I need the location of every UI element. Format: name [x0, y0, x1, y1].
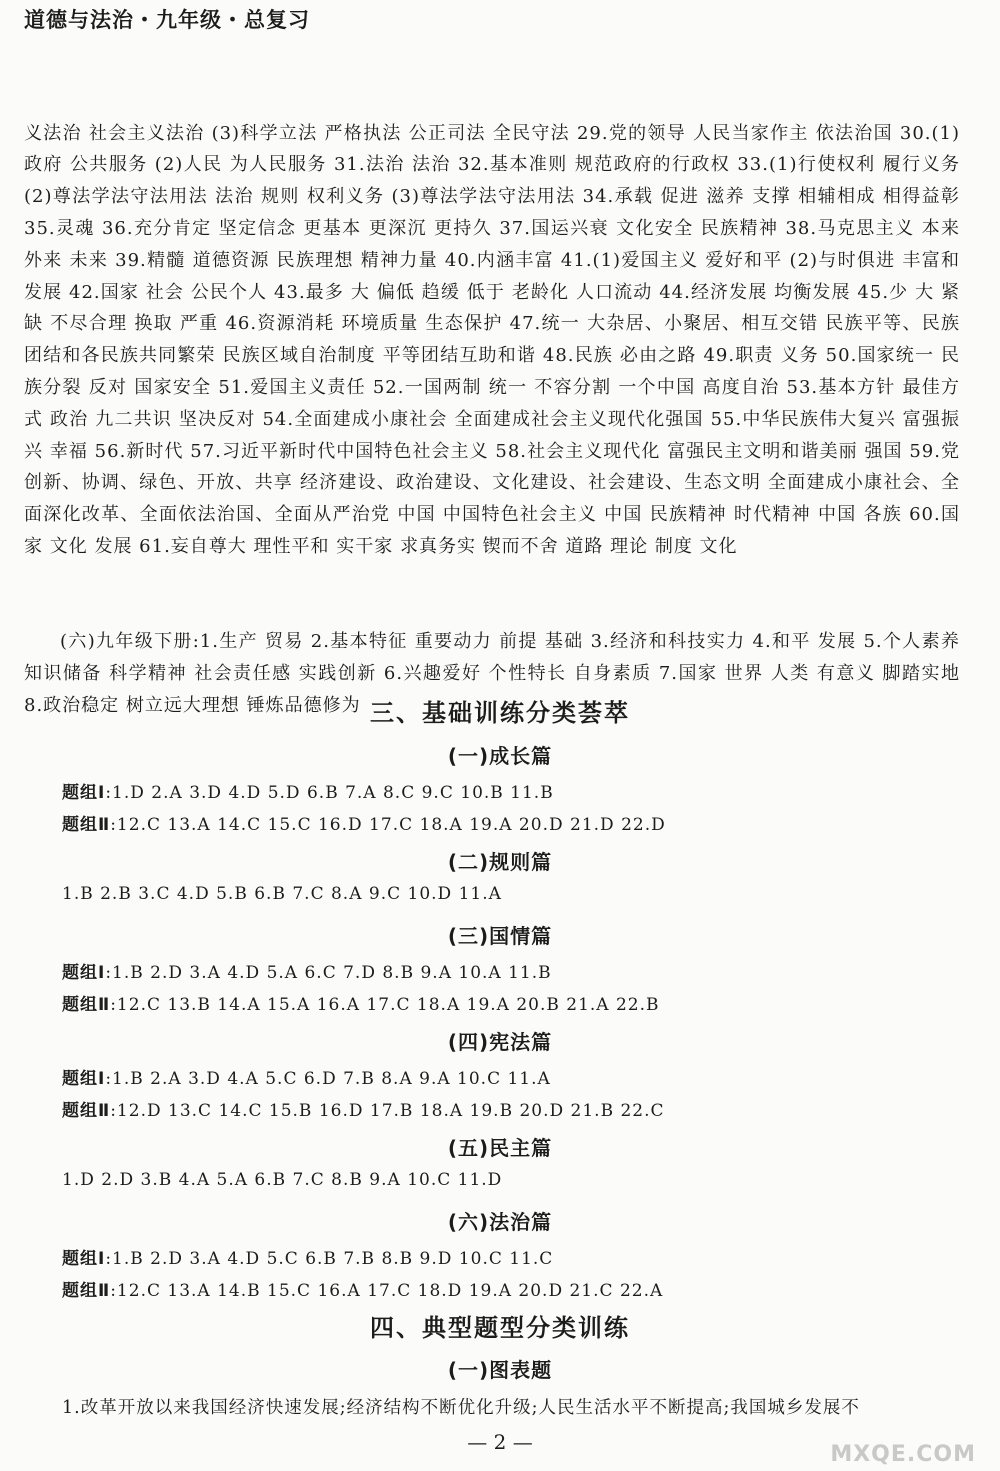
subsection-title-constitution: (四)宪法篇 — [447, 1030, 553, 1054]
group-label: 题组Ⅱ — [62, 1281, 111, 1301]
subsection-title-national: (三)国情篇 — [447, 924, 553, 948]
subsection-title-rule-of-law: (六)法治篇 — [447, 1210, 553, 1234]
subsection-title-rules: (二)规则篇 — [447, 850, 553, 874]
group-label: 题组Ⅰ — [62, 963, 106, 983]
answer-list: :12.C 13.A 14.B 15.C 16.A 17.C 18.D 19.A 20.D 21.C 22.A — [110, 1281, 664, 1301]
section-title-4: 四、典型题型分类训练 — [370, 1314, 630, 1342]
answer-line: 1.改革开放以来我国经济快速发展;经济结构不断优化升级;人民生活水平不断提高;我国城乡发展不 — [62, 1398, 860, 1418]
watermark-logo: MXQE.COM — [830, 1442, 976, 1467]
page-number: — 2 — — [467, 1430, 533, 1454]
answer-line — [62, 1244, 553, 1269]
answer-list: :12.D 13.C 14.C 15.B 16.D 17.B 18.A 19.B 20.D 21.B 22.C — [110, 1101, 665, 1121]
answer-list: :1.D 2.A 3.D 4.D 5.D 6.B 7.A 8.C 9.C 10.B 11.B — [105, 783, 554, 803]
answer-paragraph-2: (六)九年级下册:1.生产 贸易 2.基本特征 重要动力 前提 基础 3.经济和科技实力 4.和平 发展 5.个人素养 知识储备 科学精神 社会责任感 实践创新 6.兴趣爱好 个性特长 自身素质 7.国家 世界 人类 有意义 脚踏实地 8.政治稳定 树立远大理想 锤炼品德修为 — [24, 631, 967, 716]
answer-line — [62, 1064, 551, 1089]
answer-body — [24, 54, 967, 754]
answer-line — [62, 1276, 663, 1301]
answer-paragraph-1: 义法治 社会主义法治 (3)科学立法 严格执法 公正司法 全民守法 29.党的领导 人民当家作主 依法治国 30.(1)政府 公共服务 (2)人民 为人民服务 31.法治 法治 32.基本准则 规范政府的行政权 33.(1)行使权利 履行义务 (2)尊法学法守法用法 法治 规则 权利义务 (3)尊法学法守法用法 34.承载 促进 滋养 支撑 相辅相成 相得益彰 35.灵魂 36.充分肯定 坚定信念 更基本 更深沉 更持久 37.国运兴衰 文化安全 民族精神 38.马克思主义 本来 外来 未来 39.精髓 道德资源 民族理想 精神力量 40.内涵丰富 41.(1)爱国主义 爱好和平 (2)与时俱进 丰富和发展 42.国家 社会 公民个人 43.最多 大 偏低 趋缓 低于 老龄化 人口流动 44.经济发展 均衡发展 45.少 大 紧缺 不尽合理 换取 严重 46.资源消耗 环境质量 生态保护 47.统一 大杂居、小聚居、相互交错 民族平等、民族团结和各民族共同繁荣 民族区域自治制度 平等团结互助和谐 48.民族 必由之路 49.职责 义务 50.国家统一 民族分裂 反对 国家安全 51.爱国主义责任 52.一国两制 统一 不容分割 一个中国 高度自治 53.基本方针 最佳方式 政治 九二共识 坚决反对 54.全面建成小康社会 全面建成社会主义现代化强国 55.中华民族伟大复兴 富强振兴 幸福 56.新时代 57.习近平新时代中国特色社会主义 58.社会主义现代化 富强民主文明和谐美丽 强国 59.党 创新、协调、绿色、开放、共享 经济建设、政治建设、文化建设、社会建设、生态文明 全面建成小康社会、全面深化改革、全面依法治国、全面从严治党 中国 中国特色社会主义 中国 民族精神 时代精神 中国 各族 60.国家 文化 发展 61.妄自尊大 理性平和 实干家 求真务实 锲而不舍 道路 理论 制度 文化 — [24, 122, 967, 557]
answer-list: :1.B 2.D 3.A 4.D 5.A 6.C 7.D 8.B 9.A 10.A 11.B — [105, 963, 552, 983]
running-header: 道德与法治・九年级・总复习 — [24, 8, 310, 32]
answer-line: 1.B 2.B 3.C 4.D 5.B 6.B 7.C 8.A 9.C 10.D 11.A — [62, 884, 502, 904]
subsection-title-democracy: (五)民主篇 — [447, 1136, 553, 1160]
subsection-title-charts: (一)图表题 — [447, 1358, 553, 1382]
answer-list: :12.C 13.B 14.A 15.A 16.A 17.C 18.A 19.A 20.B 21.A 22.B — [110, 995, 660, 1015]
subsection-title-growth: (一)成长篇 — [447, 744, 553, 768]
section-title-3: 三、基础训练分类荟萃 — [370, 699, 630, 727]
group-label: 题组Ⅰ — [62, 1249, 106, 1269]
answer-list: :12.C 13.A 14.C 15.C 16.D 17.C 18.A 19.A 20.D 21.D 22.D — [110, 815, 666, 835]
answer-line — [62, 778, 554, 803]
answer-line — [62, 958, 552, 983]
group-label: 题组Ⅱ — [62, 995, 111, 1015]
answer-list: :1.B 2.D 3.A 4.D 5.C 6.B 7.B 8.B 9.D 10.C 11.C — [105, 1249, 554, 1269]
answer-line — [62, 1096, 665, 1121]
answer-line — [62, 990, 660, 1015]
group-label: 题组Ⅰ — [62, 1069, 106, 1089]
group-label: 题组Ⅱ — [62, 1101, 111, 1121]
group-label: 题组Ⅱ — [62, 815, 111, 835]
answer-list: :1.B 2.A 3.D 4.A 5.C 6.D 7.B 8.A 9.A 10.C 11.A — [105, 1069, 551, 1089]
group-label: 题组Ⅰ — [62, 783, 106, 803]
answer-line: 1.D 2.D 3.B 4.A 5.A 6.B 7.C 8.B 9.A 10.C 11.D — [62, 1170, 503, 1190]
answer-line — [62, 810, 666, 835]
